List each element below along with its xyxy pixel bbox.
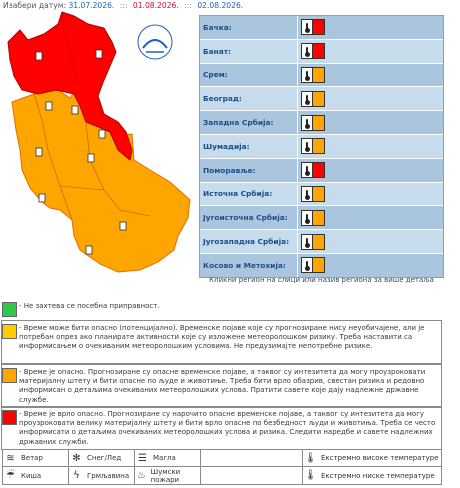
date-separator: ::: xyxy=(184,1,192,10)
legend-yellow-swatch xyxy=(2,324,17,339)
region-warning-cell xyxy=(297,40,443,63)
region-warning-cell xyxy=(297,183,443,206)
date-label: Изабери датум: xyxy=(3,1,67,10)
region-name[interactable]: Банат: xyxy=(200,40,297,63)
region-row[interactable] xyxy=(200,253,443,277)
legend-orange-text: - Време је опасно. Прогнозиране су опасне временске појаве, а таквог су интезитета да могу проузроковати материјалну штету и бити опасне по људе и животиње. Треба бити врло обазрив, свестан ризика и редовно информисан о детаљима очекиваних метеоролошких услова. Пратити савете које дају надлежне државне службе. xyxy=(19,368,426,404)
phenomenon-item xyxy=(303,467,441,484)
legend-red xyxy=(2,410,447,447)
thermometer-icon xyxy=(301,19,313,35)
phenomenon-item xyxy=(135,450,201,467)
snow-icon: ✻ xyxy=(72,452,81,464)
warning-level-indicator xyxy=(313,19,325,35)
thermometer-icon xyxy=(301,115,313,131)
map-hint: Кликни регион на слици или назив региона за више детаља xyxy=(209,276,434,284)
region-name[interactable]: Југоисточна Србија: xyxy=(200,206,297,229)
region-row[interactable] xyxy=(200,205,443,229)
legend-orange-swatch xyxy=(2,368,17,383)
fog-icon: ☰ xyxy=(138,452,147,464)
date-separator: ::: xyxy=(119,1,128,10)
region-name[interactable]: Источна Србија: xyxy=(200,183,297,206)
thunder-icon: ϟ xyxy=(73,470,80,481)
phenomena-legend xyxy=(2,449,442,485)
warning-level-indicator xyxy=(313,234,325,250)
phenomenon-label: Грмљавина xyxy=(87,471,130,480)
region-row[interactable] xyxy=(200,16,443,39)
warning-level-indicator xyxy=(313,257,325,273)
region-warning-cell xyxy=(297,16,443,39)
thermometer-icon xyxy=(301,234,313,250)
region-row[interactable] xyxy=(200,134,443,158)
region-row[interactable] xyxy=(200,86,443,110)
phenomenon-item xyxy=(3,467,69,484)
region-warning-cell xyxy=(297,254,443,277)
legend-red-swatch xyxy=(2,410,17,425)
legend-red-text: - Време је врло опасно. Прогнозиране су нарочито опасне временске појаве, а таквог су интезитета да могу проузроковати велику материјалну штету и бити врло опасне по безбедност људи и животиња. Треба се често информисати о детаљима очекиваних метеоролошких услова и ризика. Следити наредбе и савете надлежних државних служби. xyxy=(19,410,436,446)
legend-yellow xyxy=(2,324,447,352)
thermometer-icon xyxy=(301,91,313,107)
region-warning-cell xyxy=(297,230,443,253)
legend-yellow-text: - Време може бити опасно (потенцијално). Временске појаве које су прогнозиране нису неуобичајене, али је потребан опрез ако планирате активности које су изложене метеоролошком ризику. Треба наставити са информисањем о очекиваним метеоролошким условима. Не предузимајте непотребне ризике. xyxy=(19,324,425,351)
warning-level-indicator xyxy=(313,162,325,178)
phenomenon-label: Ветар xyxy=(21,454,43,462)
phenomenon-item xyxy=(69,450,135,467)
region-warning-cell xyxy=(297,64,443,87)
region-name[interactable]: Београд: xyxy=(200,87,297,110)
warning-level-indicator xyxy=(313,115,325,131)
warning-level-indicator xyxy=(313,186,325,202)
rain-icon: ☔ xyxy=(6,470,15,481)
region-row[interactable] xyxy=(200,229,443,253)
thermometer-icon xyxy=(301,257,313,273)
warning-level-indicator xyxy=(313,138,325,154)
thermometer-icon xyxy=(301,162,313,178)
region-row[interactable] xyxy=(200,158,443,182)
region-name[interactable]: Шумадија: xyxy=(200,135,297,158)
high-temp-icon: 🌡 xyxy=(304,452,317,464)
phenomenon-label: Магла xyxy=(153,454,176,462)
thermometer-icon xyxy=(301,67,313,83)
legend-green xyxy=(2,302,447,317)
phenomenon-item xyxy=(303,450,441,467)
thermometer-icon xyxy=(301,138,313,154)
date-selector xyxy=(3,1,243,10)
low-temp-icon: 🌡 xyxy=(304,470,317,481)
phenomenon-item xyxy=(201,467,303,484)
phenomenon-item xyxy=(201,450,303,467)
region-warning-cell xyxy=(297,159,443,182)
phenomenon-label: Снег/Лед xyxy=(87,454,122,462)
phenomenon-label: Киша xyxy=(21,471,42,480)
thermometer-icon xyxy=(301,43,313,59)
legend-green-text: - Не захтева се посебна приправност. xyxy=(19,302,160,310)
legend-green-swatch xyxy=(2,302,17,317)
phenomenon-item xyxy=(135,467,201,484)
region-row[interactable] xyxy=(200,110,443,134)
rhmz-logo xyxy=(138,25,172,59)
date-link-2[interactable]: 01.08.2026. xyxy=(132,1,179,10)
region-warning-cell xyxy=(297,111,443,134)
warning-level-indicator xyxy=(313,67,325,83)
wind-icon: ≋ xyxy=(6,452,15,464)
region-name[interactable]: Поморавље: xyxy=(200,159,297,182)
region-name[interactable]: Бачка: xyxy=(200,16,297,39)
phenomenon-label: Екстремно високе температуре xyxy=(321,454,439,462)
warning-level-indicator xyxy=(313,91,325,107)
region-name[interactable]: Западна Србија: xyxy=(200,111,297,134)
region-list xyxy=(199,15,444,278)
serbia-warning-map xyxy=(0,10,194,280)
region-row[interactable] xyxy=(200,39,443,63)
region-warning-cell xyxy=(297,87,443,110)
phenomenon-item xyxy=(69,467,135,484)
warning-level-indicator xyxy=(313,210,325,226)
region-warning-cell xyxy=(297,206,443,229)
phenomenon-item xyxy=(3,450,69,467)
date-link-3[interactable]: 02.08.2026. xyxy=(197,1,244,10)
phenomenon-label: Екстремно ниске температуре xyxy=(321,471,435,480)
thermometer-icon xyxy=(301,186,313,202)
thermometer-icon xyxy=(301,210,313,226)
region-name[interactable]: Косово и Метохија: xyxy=(200,254,297,277)
date-link-1[interactable]: 31.07.2026. xyxy=(68,1,115,10)
legend-orange xyxy=(2,368,447,405)
warning-level-indicator xyxy=(313,43,325,59)
region-row[interactable] xyxy=(200,182,443,206)
region-name[interactable]: Срем: xyxy=(200,64,297,87)
region-name[interactable]: Југозападна Србија: xyxy=(200,230,297,253)
region-row[interactable] xyxy=(200,63,443,87)
region-warning-cell xyxy=(297,135,443,158)
phenomenon-label: Шумски пожари xyxy=(150,467,181,484)
fire-icon: ♨ xyxy=(136,470,146,481)
